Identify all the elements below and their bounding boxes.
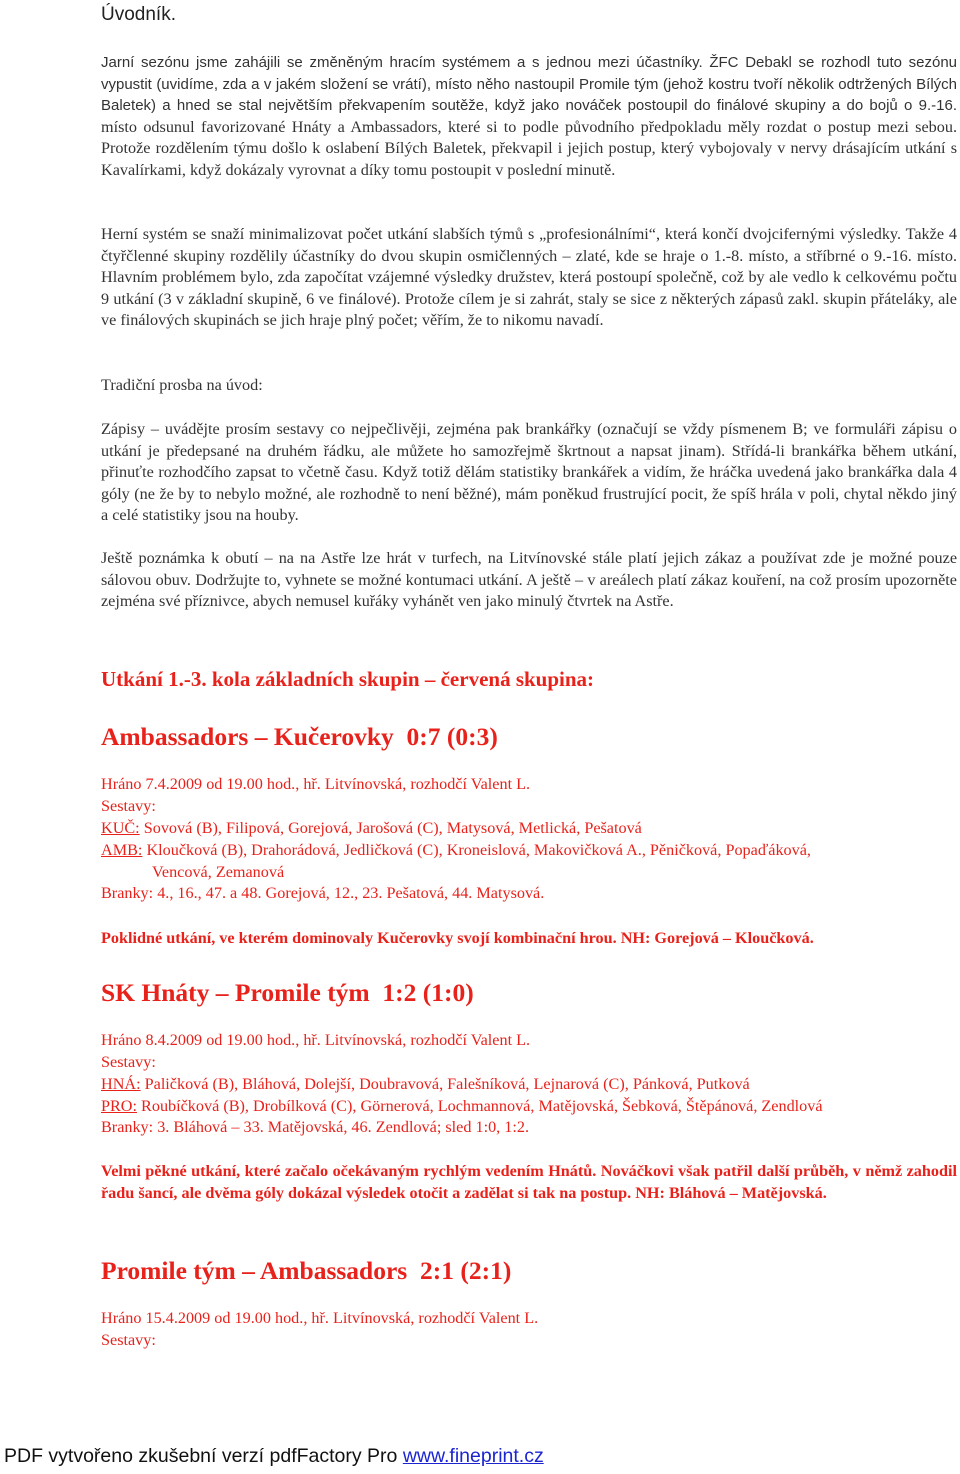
match-1-team2-lineup (101, 840, 957, 883)
intro-paragraph-1-tail: místo odsunul favorizované Hnáty a Ambassadors, které si to podle původního předpokladu měly rozdat o postup mezi sebou. Protože rozdělením týmu došlo k oslabení Bílých Baletek, překvapil i jejich postup, který vybojovaly v nervy drásajícím utkání s Kavalírkami, když dokázaly vyrovnat a díky tomu postoupit v poslední minutě. (101, 117, 957, 179)
pdf-footer (4, 1445, 544, 1468)
intro-paragraph-4: Zápisy – uvádějte prosím sestavy co nejpečlivěji, zejména pak brankářky (označují se vždy písmenem B; ve formuláři zápisu o utkání je předepsané na druhém řádku, ale můžete ho samozřejmě škrtnout a napsat jinam). Střídá-li brankářka během utkání, přinuťte rozhodčího zapsat to včetně času. Když totiž dělám statistiky brankářek a vidím, že hráčka uvedená jako brankářka dala 4 góly (ne že by to nebylo možné, ale rozhodně to není běžné), mám poněkud frustrující pocit, že spíš hrála v poli, chytal někdo jiný a celé statistiky jsou na houby. (101, 420, 957, 525)
intro-paragraph-1-body: ŽFC Debakl se rozhodl tuto sezónu vypustit (uvidíme, zda a v jakém složení se vrátí), místo něho nastoupil Promile tým (jehož kostru tvoří několik odtržených Bílých Baletek) a hned se stal největším překvapením soutěže, když jako nováček postoupil do finálové skupiny a do bojů o 9.-16. (101, 54, 958, 115)
intro-paragraph-1 (101, 52, 957, 182)
intro-paragraph-5: Ještě poznámka k obutí – na na Astře lze hrát v turfech, na Litvínovské stále platí jejich zákaz a používat zde je možné pouze sálovou obuv. Dodržujte to, vyhnete se možné kontumaci utkání. A ještě – v areálech platí zákaz kouření, na což prosím upozorněte zejména své příznivce, abych nemusel kuřáky vyhánět ven jako minulý čtvrtek na Astře. (101, 549, 957, 611)
intro-paragraph-3: Tradiční prosba na úvod: (101, 376, 263, 394)
intro-paragraph-2: Herní systém se snaží minimalizovat počet utkání slabších týmů s „profesionálními“, která končí dvojcifernými výsledky. Takže 4 čtyřčlenné skupiny rozdělily účastníky do dvou skupin osmičlenných – zlaté, kde se hraje o 1.-8. místo, a stříbrné o 9.-16. místo. Hlavním problémem bylo, zda započítat vzájemné výsledky družstev, která postoupí společně, což by ale vedlo k celkovému počtu 9 utkání (3 v základní skupině, 6 ve finálové). Protože cílem je si zahrát, staly se sice z některých zápasů zakl. skupin přáteláky, ale ve finálových skupinách se jich hraje plný počet; věřím, že to nikomu navadí. (101, 225, 957, 330)
match-3-lineups-label: Sestavy: (101, 1331, 156, 1349)
match-2-team1-players: Paličková (B), Bláhová, Dolejší, Doubravová, Falešníková, Lejnarová (C), Pánková, Putková (140, 1075, 750, 1093)
match-2-team1-label: HNÁ: (101, 1075, 141, 1093)
match-1-team1-players: Sovová (B), Filipová, Gorejová, Jarošová (C), Matysová, Metlická, Pešatová (139, 819, 642, 837)
round-heading: Utkání 1.-3. kola základních skupin – červená skupina: (101, 667, 595, 691)
match-1-team2-players: Kloučková (B), Drahorádová, Jedličková (C), Kroneislová, Makovičková A., Pěničková, Popaďáková, (142, 841, 811, 859)
intro-paragraph-1-lead: Jarní sezónu jsme zahájili se změněným hracím systémem a s jednou mezi účastníky. (101, 54, 710, 71)
match-2-comment: Velmi pěkné utkání, které začalo očekávaným rychlým vedením Hnátů. Nováčkovi však patřil další průběh, v němž zahodil řadu šancí, ale dvěma góly dokázal výsledek otočit a zadělat si tak na postup. NH: Bláhová – Matějovská. (101, 1162, 957, 1202)
footer-text: PDF vytvořeno zkušební verzí pdfFactory Pro (4, 1445, 403, 1467)
match-2-goals: Branky: 3. Bláhová – 33. Matějovská, 46. Zendlová; sled 1:0, 1:2. (101, 1118, 530, 1136)
match-1-played: Hráno 7.4.2009 od 19.00 hod., hř. Litvínovská, rozhodčí Valent L. (101, 775, 531, 793)
match-2-team2-lineup (101, 1096, 823, 1118)
match-1-team1-lineup (101, 818, 642, 840)
footer-link[interactable]: www.fineprint.cz (402, 1445, 544, 1467)
match-1-goals: Branky: 4., 16., 47. a 48. Gorejová, 12., 23. Pešatová, 44. Matysová. (101, 884, 545, 902)
match-1-lineups-label: Sestavy: (101, 797, 156, 815)
match-2-lineups-label: Sestavy: (101, 1053, 156, 1071)
page-title: Úvodník. (101, 4, 176, 25)
match-3-heading: Promile tým – Ambassadors 2:1 (2:1) (101, 1256, 512, 1285)
match-2-team2-players: Roubíčková (B), Drobílková (C), Görnerová, Lochmannová, Matějovská, Šebková, Štěpánová, Zendlová (137, 1097, 823, 1115)
match-1-heading: Ambassadors – Kučerovky 0:7 (0:3) (101, 722, 498, 751)
match-2-team2-label: PRO: (101, 1097, 137, 1115)
match-1-team2-label: AMB: (101, 841, 143, 859)
match-1-team1-label: KUČ: (101, 819, 140, 837)
match-2-played: Hráno 8.4.2009 od 19.00 hod., hř. Litvínovská, rozhodčí Valent L. (101, 1031, 531, 1049)
match-3-played: Hráno 15.4.2009 od 19.00 hod., hř. Litvínovská, rozhodčí Valent L. (101, 1309, 539, 1327)
match-1-team2-players-cont: Vencová, Zemanová (152, 862, 285, 881)
match-2-team1-lineup (101, 1074, 750, 1096)
match-2-heading: SK Hnáty – Promile tým 1:2 (1:0) (101, 978, 474, 1007)
match-1-comment: Poklidné utkání, ve kterém dominovaly Kučerovky svojí kombinační hrou. NH: Gorejová – Kloučková. (101, 929, 814, 947)
